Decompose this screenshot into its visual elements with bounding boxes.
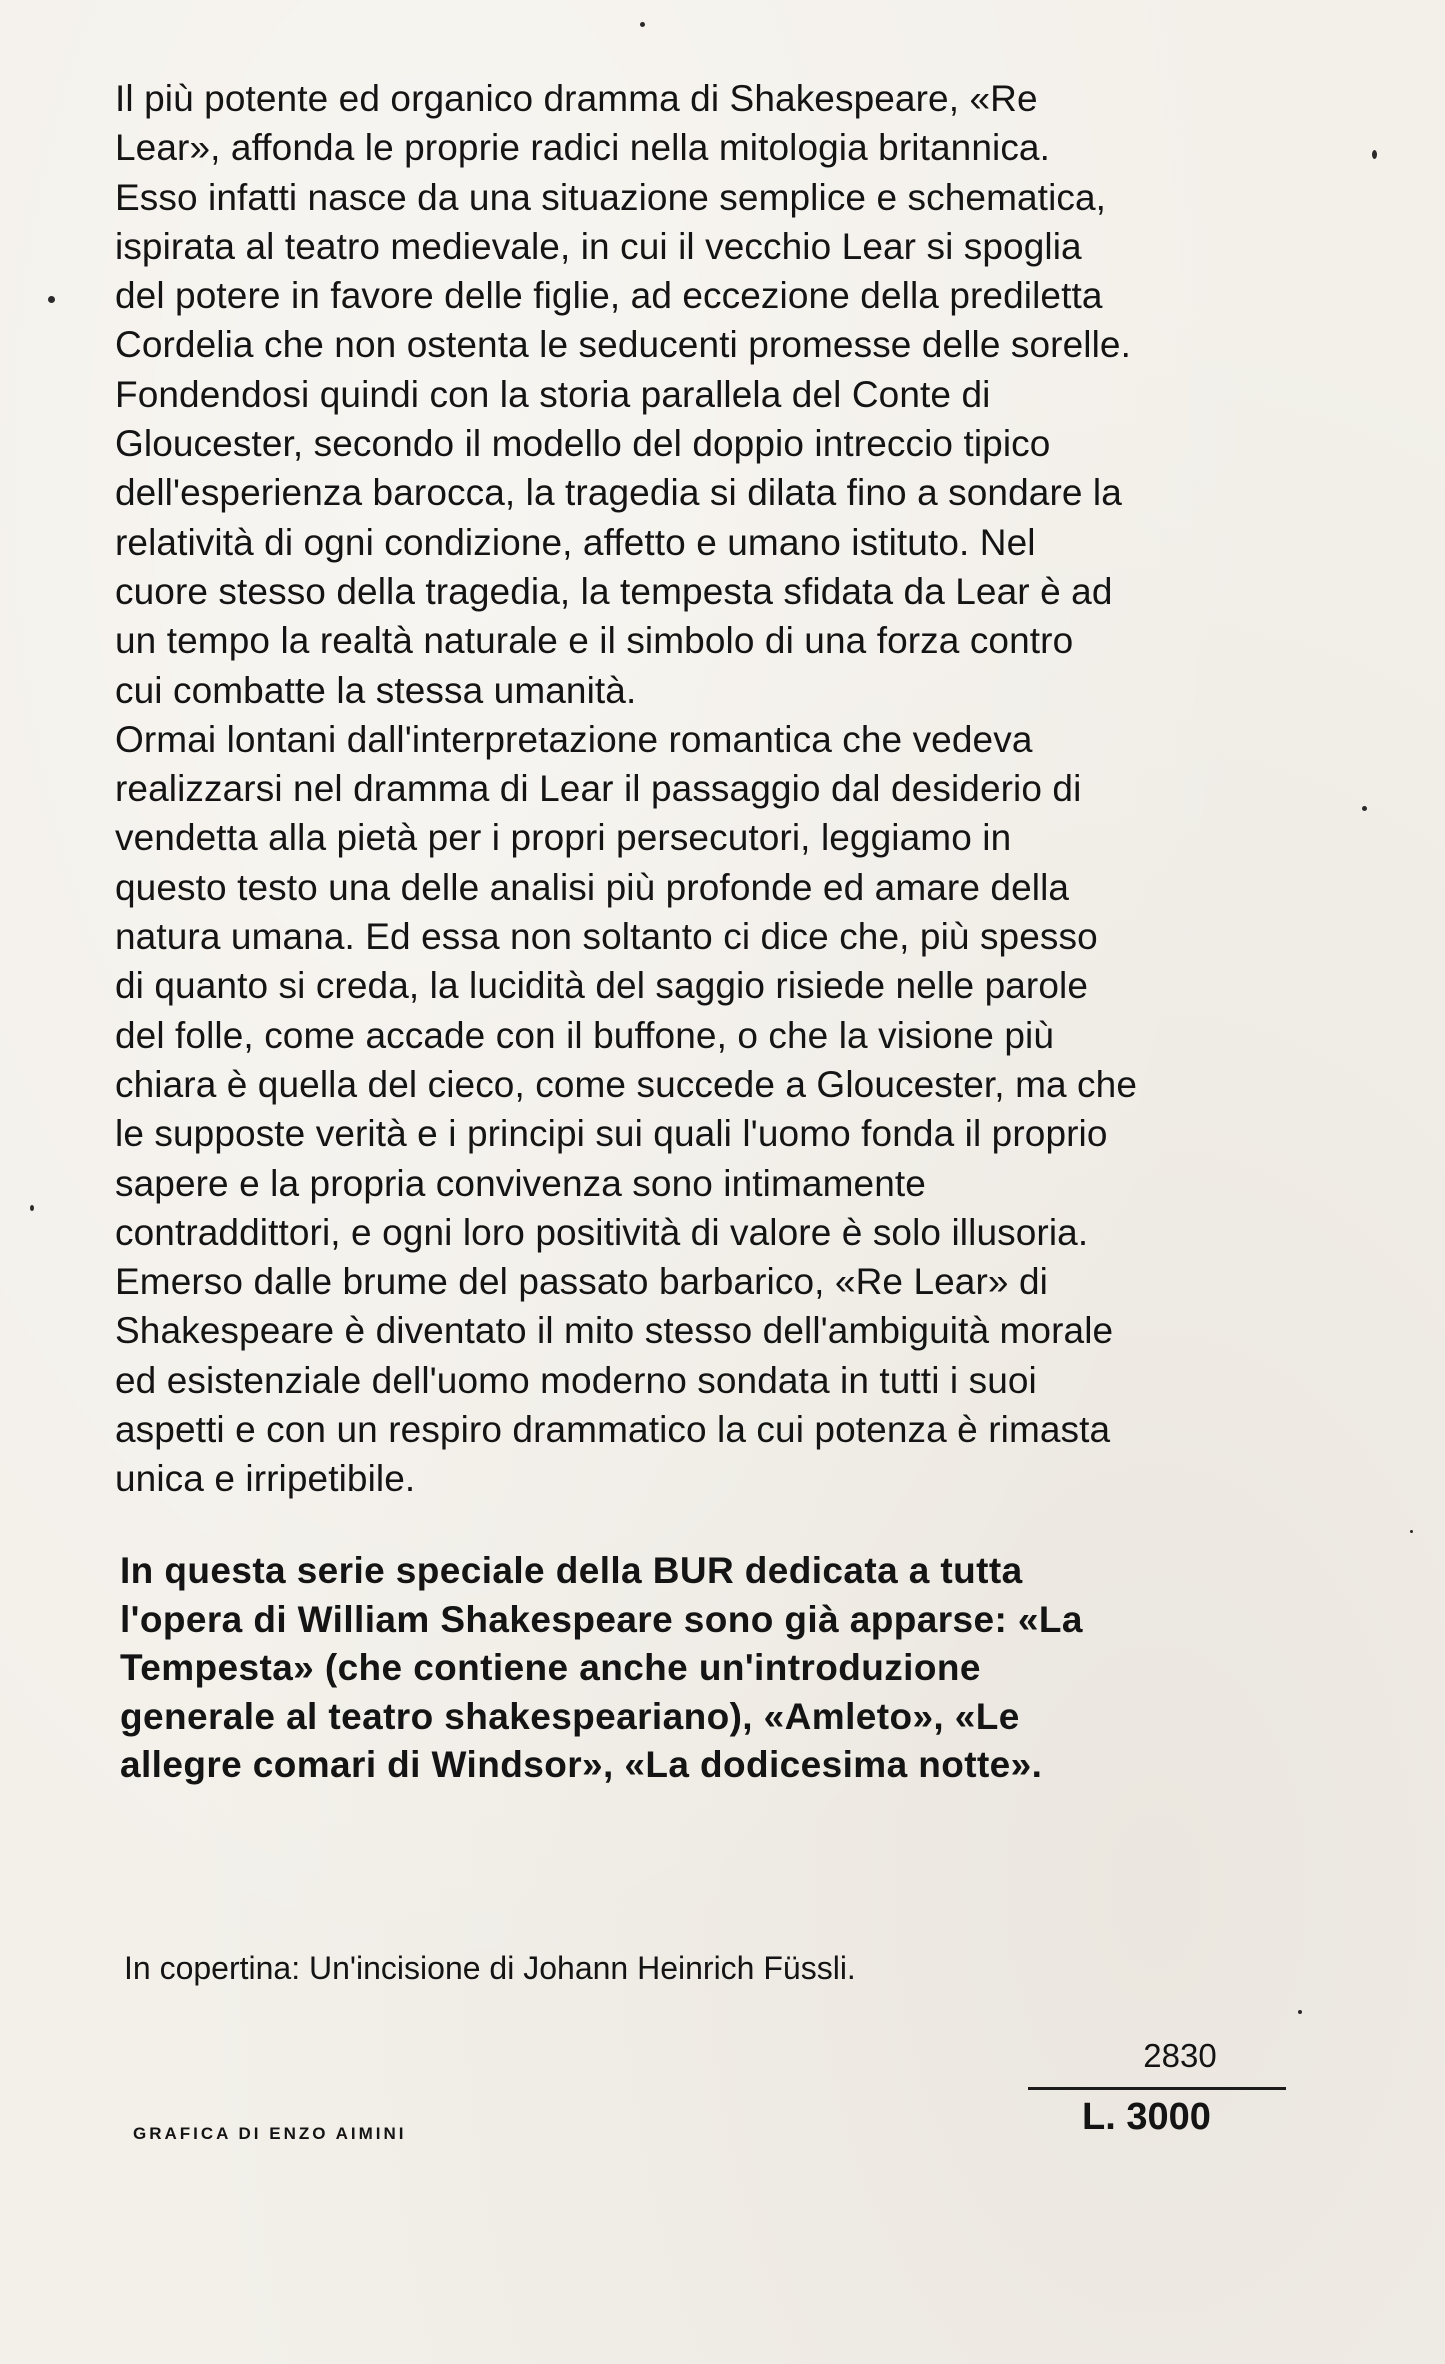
description-line: contraddittori, e ogni loro positività di valore è solo illusoria. [115, 1211, 1089, 1253]
price-label: L. 3000 [1082, 2096, 1211, 2138]
series-note-line: allegre comari di Windsor», «La dodicesima notte». [120, 1744, 1043, 1785]
description-line: chiara è quella del cieco, come succede a Gloucester, ma che [115, 1063, 1137, 1105]
description-line: cuore stesso della tragedia, la tempesta sfidata da Lear è ad [115, 570, 1113, 612]
series-note [120, 1547, 1270, 1790]
description-line: ed esistenziale dell'uomo moderno sondata in tutti i suoi [115, 1359, 1037, 1401]
series-note-line: l'opera di William Shakespeare sono già apparse: «La [120, 1598, 1083, 1640]
print-speck [30, 1205, 34, 1211]
print-speck [1362, 806, 1367, 811]
description-line: di quanto si creda, la lucidità del saggio risiede nelle parole [115, 965, 1089, 1007]
print-speck [640, 22, 645, 27]
description-line: del potere in favore delle figlie, ad eccezione della prediletta [115, 275, 1103, 317]
description-line: Gloucester, secondo il modello del doppio intreccio tipico [115, 423, 1051, 465]
print-speck [1372, 150, 1377, 159]
description-line: dell'esperienza barocca, la tragedia si dilata fino a sondare la [115, 472, 1122, 514]
description-line: relatività di ogni condizione, affetto e umano istituto. Nel [115, 521, 1036, 563]
series-note-line: generale al teatro shakespeariano), «Amleto», «Le [120, 1695, 1020, 1737]
description-line: un tempo la realtà naturale e il simbolo di una forza contro [115, 620, 1074, 662]
graphic-design-credit: GRAFICA DI ENZO AIMINI [133, 2124, 407, 2143]
print-speck [1298, 2010, 1302, 2014]
description-line: Esso infatti nasce da una situazione semplice e schematica, [115, 176, 1107, 218]
description-line: Emerso dalle brume del passato barbarico, «Re Lear» di [115, 1261, 1048, 1303]
print-speck [1410, 1530, 1413, 1533]
cover-credit: In copertina: Un'incisione di Johann Heinrich Füssli. [124, 1950, 856, 1986]
description-line: questo testo una delle analisi più profonde ed amare della [115, 866, 1070, 908]
description-line: natura umana. Ed essa non soltanto ci dice che, più spesso [115, 916, 1098, 958]
description-line: Fondendosi quindi con la storia parallela del Conte di [115, 373, 991, 415]
description-line: realizzarsi nel dramma di Lear il passaggio dal desiderio di [115, 768, 1082, 810]
description-line: aspetti e con un respiro drammatico la cui potenza è rimasta [115, 1409, 1111, 1451]
description-line: sapere e la propria convivenza sono intimamente [115, 1162, 926, 1204]
book-description [115, 74, 1315, 1504]
description-line: unica e irripetibile. [115, 1458, 416, 1500]
description-line: Lear», affonda le proprie radici nella mitologia britannica. [115, 127, 1050, 169]
description-line: vendetta alla pietà per i propri persecutori, leggiamo in [115, 817, 1012, 859]
description-line: cui combatte la stessa umanità. [115, 669, 637, 711]
description-line: Il più potente ed organico dramma di Shakespeare, «Re [115, 78, 1038, 119]
catalog-number: 2830 [1143, 2037, 1217, 2074]
print-speck [48, 296, 55, 303]
series-note-line: In questa serie speciale della BUR dedicata a tutta [120, 1550, 1023, 1591]
description-line: Shakespeare è diventato il mito stesso dell'ambiguità morale [115, 1310, 1114, 1352]
series-note-line: Tempesta» (che contiene anche un'introduzione [120, 1647, 981, 1688]
description-line: del folle, come accade con il buffone, o che la visione più [115, 1014, 1055, 1056]
description-line: Cordelia che non ostenta le seducenti promesse delle sorelle. [115, 324, 1131, 366]
description-line: ispirata al teatro medievale, in cui il vecchio Lear si spoglia [115, 225, 1082, 267]
price-divider [1028, 2087, 1286, 2090]
description-line: le supposte verità e i principi sui quali l'uomo fonda il proprio [115, 1113, 1108, 1155]
description-line: Ormai lontani dall'interpretazione romantica che vedeva [115, 718, 1033, 760]
